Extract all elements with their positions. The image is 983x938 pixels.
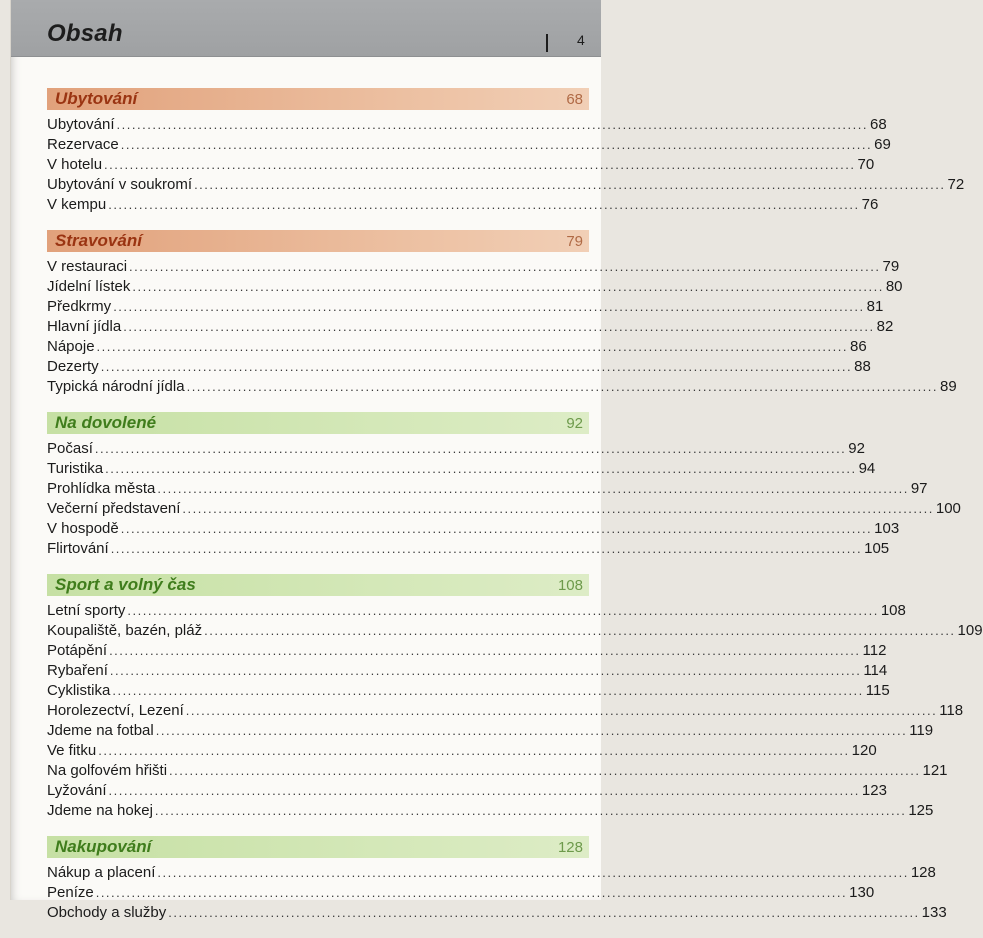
entry-label: V restauraci — [47, 258, 128, 275]
toc-entry[interactable] — [47, 642, 887, 662]
section-title: Sport a volný čas — [55, 575, 196, 594]
toc-section — [47, 88, 965, 216]
entry-label: Rezervace — [47, 136, 119, 153]
section-heading[interactable] — [47, 230, 589, 252]
entry-page: 125 — [908, 802, 934, 819]
section-title: Stravování — [55, 231, 142, 250]
dot-leader — [117, 117, 868, 132]
entry-page: 103 — [874, 520, 900, 537]
entry-label: Letní sporty — [47, 602, 126, 619]
toc-entry[interactable] — [47, 278, 903, 298]
dot-leader — [156, 723, 907, 738]
dot-leader — [121, 137, 872, 152]
entry-page: 115 — [865, 682, 890, 699]
dot-leader — [109, 643, 860, 658]
dot-leader — [169, 763, 920, 778]
toc-entry[interactable] — [47, 258, 900, 278]
entry-page: 92 — [848, 440, 865, 457]
toc-entry[interactable] — [47, 480, 928, 500]
entry-page: 109 — [957, 622, 983, 639]
toc-section — [47, 230, 957, 398]
dot-leader — [157, 865, 908, 880]
entry-page: 119 — [909, 722, 934, 739]
entry-label: Večerní představení — [47, 500, 181, 517]
section-heading[interactable] — [47, 412, 589, 434]
toc-entry[interactable] — [47, 460, 876, 480]
toc-entry[interactable] — [47, 782, 887, 802]
entry-label: Horolezectví, Lezení — [47, 702, 184, 719]
entry-page: 70 — [857, 156, 875, 173]
toc-entry[interactable] — [47, 702, 964, 722]
dot-leader — [204, 623, 955, 638]
entry-label: V kempu — [47, 196, 107, 213]
entry-page: 69 — [874, 136, 891, 153]
entry-page: 112 — [862, 642, 887, 659]
entry-label: Nákup a placení — [47, 864, 156, 881]
toc-entry[interactable] — [47, 116, 887, 136]
entry-label: Počasí — [47, 440, 93, 457]
toc-section — [47, 574, 983, 822]
toc-entry[interactable] — [47, 884, 875, 904]
toc-entry[interactable] — [47, 662, 888, 682]
toc-entry[interactable] — [47, 440, 865, 460]
toc-entry[interactable] — [47, 540, 890, 560]
dot-leader — [127, 603, 878, 618]
table-of-contents — [47, 88, 983, 938]
dot-leader — [98, 743, 849, 758]
entry-page: 94 — [858, 460, 876, 477]
dot-leader — [95, 441, 846, 456]
entry-label: Flirtování — [47, 540, 109, 557]
toc-section — [47, 412, 961, 560]
dot-leader — [182, 501, 933, 516]
toc-entry[interactable] — [47, 742, 877, 762]
entry-page: 82 — [876, 318, 894, 335]
entry-label: Turistika — [47, 460, 104, 477]
section-heading[interactable] — [47, 574, 589, 596]
dot-leader — [111, 541, 862, 556]
entry-page: 120 — [851, 742, 877, 759]
dot-leader — [113, 299, 864, 314]
entry-label: Cyklistika — [47, 682, 111, 699]
entry-label: V hospodě — [47, 520, 119, 537]
toc-entry[interactable] — [47, 136, 891, 156]
entry-label: Jídelní lístek — [47, 278, 131, 295]
dot-leader — [104, 157, 855, 172]
toc-entry[interactable] — [47, 298, 884, 318]
toc-entry[interactable] — [47, 196, 879, 216]
section-page: 108 — [557, 577, 583, 594]
toc-entry[interactable] — [47, 338, 867, 358]
entry-page: 128 — [910, 864, 936, 881]
entry-label: Koupaliště, bazén, pláž — [47, 622, 203, 639]
dot-leader — [101, 359, 852, 374]
entry-label: Jdeme na hokej — [47, 802, 153, 819]
dot-leader — [108, 197, 859, 212]
entry-page: 89 — [940, 378, 957, 395]
entry-label: Potápění — [47, 642, 108, 659]
section-heading[interactable] — [47, 836, 589, 858]
toc-entry[interactable] — [47, 864, 936, 884]
entry-label: Ve fitku — [47, 742, 97, 759]
toc-entry[interactable] — [47, 378, 957, 398]
toc-entry[interactable] — [47, 762, 948, 782]
entry-page: 105 — [864, 540, 890, 557]
entry-page: 68 — [869, 116, 887, 133]
section-heading[interactable] — [47, 88, 589, 110]
toc-entry[interactable] — [47, 176, 965, 196]
book-page — [10, 0, 983, 921]
page-header — [11, 0, 601, 57]
entry-page: 133 — [921, 904, 947, 921]
toc-entry[interactable] — [47, 318, 894, 338]
entry-label: Prohlídka města — [47, 480, 156, 497]
entry-page: 123 — [861, 782, 887, 799]
entry-page: 114 — [863, 662, 888, 679]
entry-page: 100 — [935, 500, 961, 517]
dot-leader — [110, 663, 861, 678]
toc-entry[interactable] — [47, 722, 934, 742]
dot-leader — [157, 481, 908, 496]
entry-label: Nápoje — [47, 338, 95, 355]
dot-leader — [121, 521, 872, 536]
dot-leader — [168, 905, 919, 920]
dot-leader — [112, 683, 863, 698]
section-title: Ubytování — [55, 89, 138, 108]
section-page: 92 — [566, 415, 583, 432]
entry-label: Rybaření — [47, 662, 108, 679]
page-title: Obsah — [47, 20, 123, 47]
toc-entry[interactable] — [47, 358, 871, 378]
entry-label: Ubytování — [47, 116, 115, 133]
section-page: 79 — [566, 233, 583, 250]
toc-entry[interactable] — [47, 156, 875, 176]
toc-section — [47, 836, 947, 924]
entry-label: Obchody a služby — [47, 904, 167, 921]
entry-label: Hlavní jídla — [47, 318, 122, 335]
dot-leader — [129, 259, 880, 274]
entry-label: Typická národní jídla — [47, 378, 185, 395]
toc-entry[interactable] — [47, 682, 890, 702]
entry-label: Ubytování v soukromí — [47, 176, 193, 193]
entry-page: 81 — [866, 298, 884, 315]
dot-leader — [194, 177, 945, 192]
dot-leader — [186, 703, 937, 718]
entry-page: 79 — [882, 258, 900, 275]
header-divider — [546, 34, 548, 52]
section-title: Nakupování — [55, 837, 152, 856]
entry-page: 121 — [922, 762, 948, 779]
entry-label: Jdeme na fotbal — [47, 722, 154, 739]
entry-label: Na golfovém hřišti — [47, 762, 168, 779]
dot-leader — [96, 885, 847, 900]
entry-page: 72 — [947, 176, 965, 193]
toc-entry[interactable] — [47, 904, 947, 924]
section-page: 68 — [566, 91, 583, 108]
toc-entry[interactable] — [47, 622, 983, 642]
toc-entry[interactable] — [47, 500, 961, 520]
entry-label: Lyžování — [47, 782, 107, 799]
dot-leader — [108, 783, 859, 798]
entry-page: 97 — [910, 480, 928, 497]
entry-page: 130 — [849, 884, 875, 901]
section-page: 128 — [557, 839, 583, 856]
entry-page: 86 — [849, 338, 867, 355]
dot-leader — [97, 339, 848, 354]
dot-leader — [105, 461, 856, 476]
entry-page: 80 — [885, 278, 903, 295]
dot-leader — [132, 279, 883, 294]
entry-page: 108 — [880, 602, 906, 619]
toc-entry[interactable] — [47, 802, 934, 822]
toc-entry[interactable] — [47, 520, 900, 540]
entry-label: Dezerty — [47, 358, 99, 375]
dot-leader — [155, 803, 906, 818]
dot-leader — [187, 379, 938, 394]
entry-label: Předkrmy — [47, 298, 112, 315]
entry-page: 76 — [861, 196, 879, 213]
page-number: 4 — [577, 32, 585, 48]
toc-entry[interactable] — [47, 602, 906, 622]
entry-page: 88 — [854, 358, 871, 375]
entry-label: Peníze — [47, 884, 94, 901]
entry-page: 118 — [939, 702, 964, 719]
section-title: Na dovolené — [55, 413, 157, 432]
dot-leader — [123, 319, 874, 334]
entry-label: V hotelu — [47, 156, 103, 173]
